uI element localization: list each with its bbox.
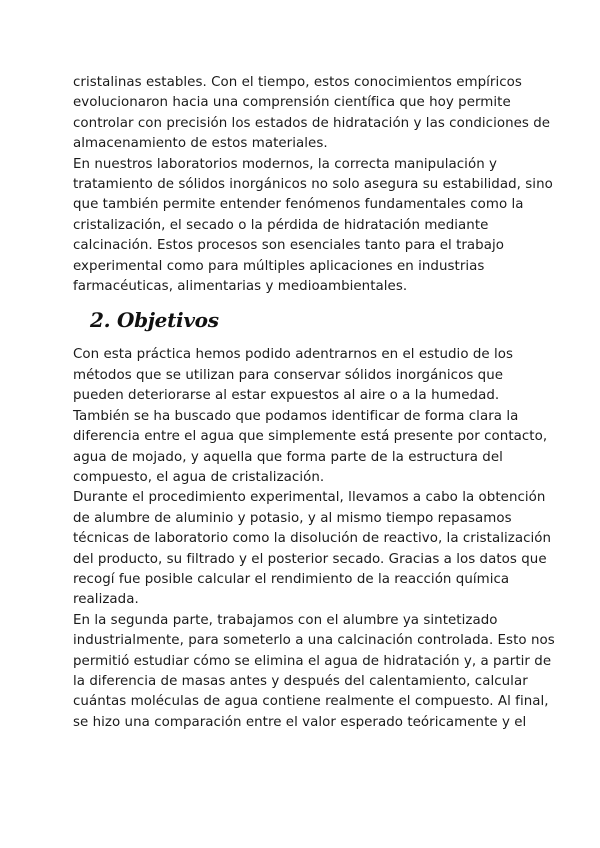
text-line: tratamiento de sólidos inorgánicos no solo asegura su estabilidad, sino	[73, 177, 553, 193]
text-line: También se ha buscado que podamos identificar de forma clara la	[73, 408, 519, 424]
text-line: pueden deteriorarse al estar expuestos al aire o a la humedad.	[73, 388, 500, 404]
text-line: controlar con precisión los estados de hidratación y las condiciones de	[73, 115, 551, 131]
text-line: diferencia entre el agua que simplemente está presente por contacto,	[73, 429, 548, 445]
text-line: experimental como para múltiples aplicaciones en industrias	[73, 258, 485, 274]
text-line: Con esta práctica hemos podido adentrarnos en el estudio de los	[73, 347, 514, 363]
text-line: permitió estudiar cómo se elimina el agua de hidratación y, a partir de	[73, 653, 552, 669]
text-line: calcinación. Estos procesos son esenciales tanto para el trabajo	[73, 238, 504, 254]
text-line: farmacéuticas, alimentarias y medioambientales.	[73, 279, 408, 295]
text-line: técnicas de laboratorio como la disolución de reactivo, la cristalización	[73, 531, 552, 547]
text-line: cristalización, el secado o la pérdida de hidratación mediante	[73, 217, 489, 233]
text-line: cristalinas estables. Con el tiempo, estos conocimientos empíricos	[73, 75, 522, 90]
text-line: se hizo una comparación entre el valor esperado teóricamente y el	[73, 714, 527, 730]
paragraph-procedure	[73, 488, 552, 610]
text-line: realizada.	[73, 592, 139, 608]
section-heading-objetivos: 2. Objetivos	[90, 308, 219, 333]
text-line: métodos que se utilizan para conservar sólidos inorgánicos que	[73, 367, 504, 383]
text-line: del producto, su filtrado y el posterior secado. Gracias a los datos que	[73, 551, 547, 567]
text-line: En la segunda parte, trabajamos con el alumbre ya sintetizado	[73, 612, 498, 628]
paragraph-crystal-knowledge	[73, 73, 551, 155]
paragraph-calcination	[73, 611, 555, 733]
paragraph-modern-labs	[73, 155, 553, 298]
page-content	[73, 73, 555, 733]
text-line: evolucionaron hacia una comprensión científica que hoy permite	[73, 95, 511, 111]
paragraph-objectives-intro	[73, 345, 548, 488]
text-line: recogí fue posible calcular el rendimiento de la reacción química	[73, 571, 510, 587]
text-line: industrialmente, para someterlo a una calcinación controlada. Esto nos	[73, 633, 555, 649]
text-line: En nuestros laboratorios modernos, la correcta manipulación y	[73, 156, 498, 172]
text-line: agua de mojado, y aquella que forma parte de la estructura del	[73, 449, 503, 465]
text-line: Durante el procedimiento experimental, llevamos a cabo la obtención	[73, 490, 546, 506]
text-line: almacenamiento de estos materiales.	[73, 136, 328, 152]
text-line: que también permite entender fenómenos fundamentales como la	[73, 197, 524, 213]
text-line: la diferencia de masas antes y después del calentamiento, calcular	[73, 673, 528, 689]
text-line: cuántas moléculas de agua contiene realmente el compuesto. Al final,	[73, 694, 549, 710]
text-line: compuesto, el agua de cristalización.	[73, 469, 325, 485]
text-line: de alumbre de aluminio y potasio, y al mismo tiempo repasamos	[73, 510, 512, 526]
